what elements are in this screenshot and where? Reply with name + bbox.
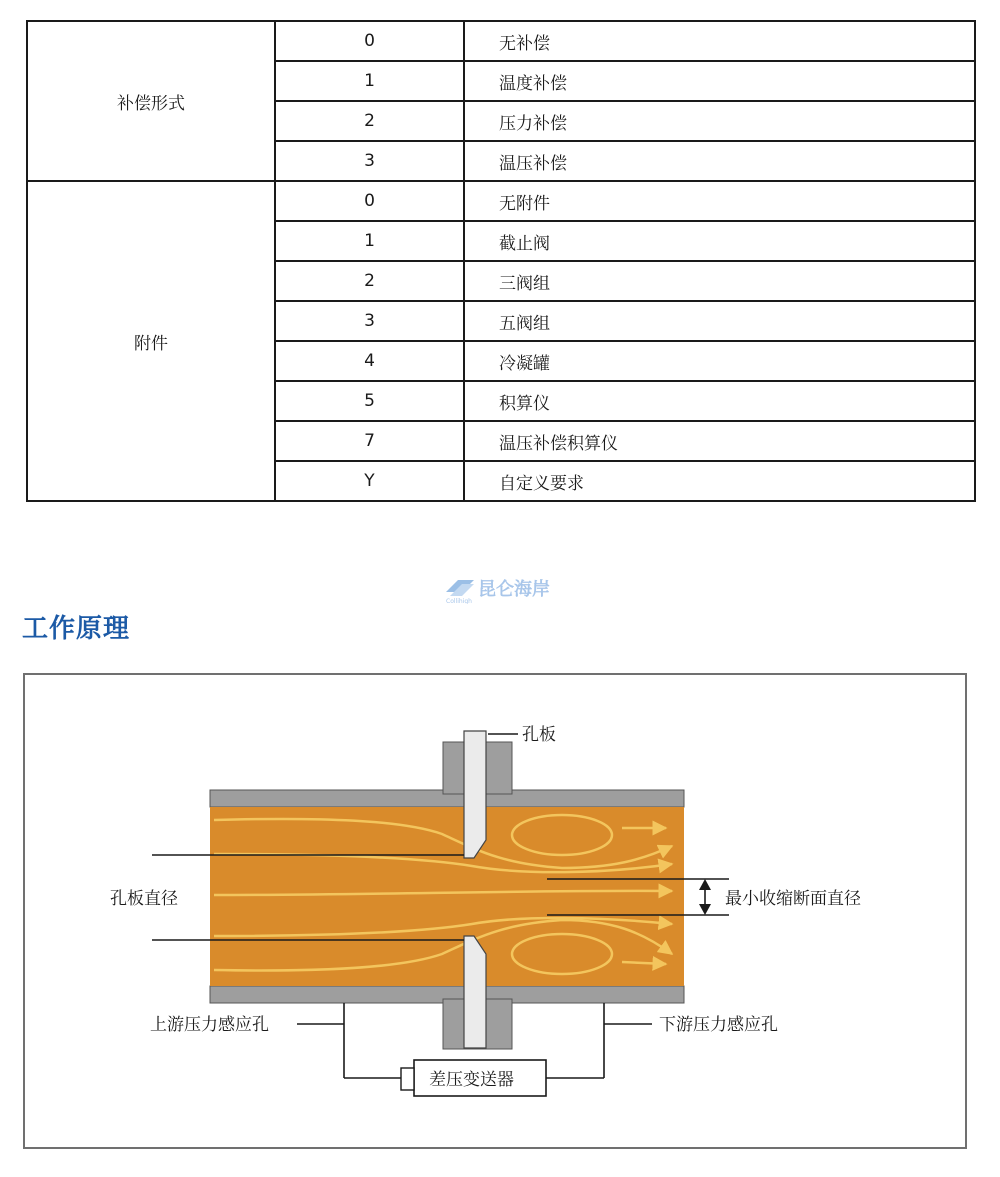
section-title: 工作原理 — [22, 614, 131, 644]
orifice-diagram — [23, 673, 967, 1149]
label-dp-transmitter: 差压变送器 — [429, 1070, 514, 1090]
label-downstream-tap: 下游压力感应孔 — [659, 1015, 778, 1035]
option-code-cell: 0 — [275, 181, 464, 221]
option-desc-cell: 压力补偿 — [464, 101, 975, 141]
group-label-cell: 附件 — [27, 181, 275, 501]
option-code-cell: 3 — [275, 301, 464, 341]
option-desc-cell: 三阀组 — [464, 261, 975, 301]
orifice-plate-bottom — [464, 936, 486, 1048]
logo-icon — [446, 580, 474, 596]
label-orifice-plate: 孔板 — [522, 725, 556, 745]
option-code-cell: 7 — [275, 421, 464, 461]
option-desc-cell: 自定义要求 — [464, 461, 975, 501]
dp-transmitter-port — [401, 1068, 414, 1090]
spec-table — [26, 20, 976, 502]
option-desc-cell: 冷凝罐 — [464, 341, 975, 381]
option-code-cell: 2 — [275, 101, 464, 141]
watermark-text: 昆仑海岸 — [478, 579, 550, 600]
option-code-cell: 0 — [275, 21, 464, 61]
option-desc-cell: 积算仪 — [464, 381, 975, 421]
option-code-cell: 1 — [275, 61, 464, 101]
option-code-cell: 4 — [275, 341, 464, 381]
label-orifice-diameter: 孔板直径 — [110, 889, 178, 909]
spec-table-body — [27, 21, 975, 501]
group-label-cell: 补偿形式 — [27, 21, 275, 181]
orifice-diagram-svg — [25, 675, 969, 1151]
option-desc-cell: 五阀组 — [464, 301, 975, 341]
label-vena-contracta: 最小收缩断面直径 — [725, 889, 861, 909]
option-code-cell: Y — [275, 461, 464, 501]
vena-arrow-up — [699, 879, 711, 890]
orifice-plate-top — [464, 731, 486, 858]
vena-arrow-down — [699, 904, 711, 915]
option-code-cell: 2 — [275, 261, 464, 301]
option-desc-cell: 无补偿 — [464, 21, 975, 61]
watermark-subtext: Collihigh — [446, 598, 472, 604]
option-code-cell: 1 — [275, 221, 464, 261]
table-row — [27, 21, 975, 61]
option-desc-cell: 温压补偿积算仪 — [464, 421, 975, 461]
table-row — [27, 181, 975, 221]
label-upstream-tap: 上游压力感应孔 — [150, 1015, 269, 1035]
option-code-cell: 5 — [275, 381, 464, 421]
option-desc-cell: 无附件 — [464, 181, 975, 221]
option-code-cell: 3 — [275, 141, 464, 181]
option-desc-cell: 截止阀 — [464, 221, 975, 261]
watermark-logo — [444, 576, 564, 604]
option-desc-cell: 温压补偿 — [464, 141, 975, 181]
option-desc-cell: 温度补偿 — [464, 61, 975, 101]
